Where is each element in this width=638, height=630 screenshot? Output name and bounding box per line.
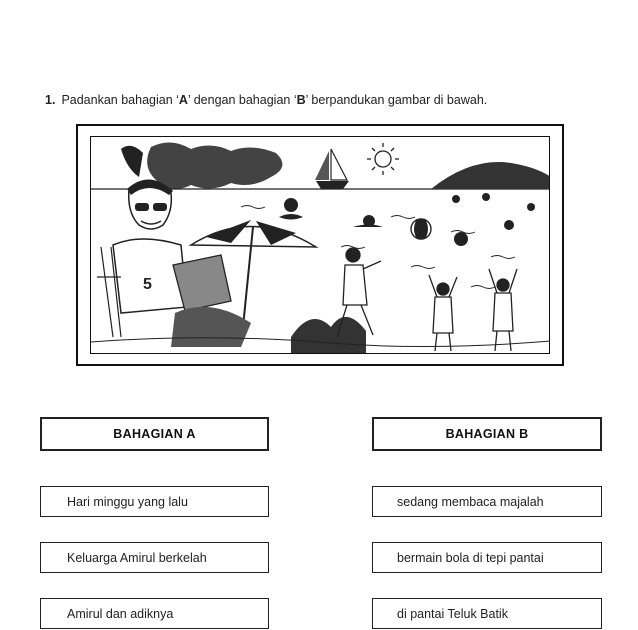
bahagian-b-item-1[interactable]: sedang membaca majalah	[372, 486, 602, 517]
distant-hill	[431, 162, 550, 189]
question-text	[45, 93, 487, 107]
child-arms-up-1	[429, 275, 457, 351]
beach-picture	[90, 136, 550, 354]
question-text-before: Padankan bahagian ‘	[61, 93, 179, 107]
question-number: 1.	[45, 93, 56, 107]
swimmer-head	[454, 232, 468, 246]
man-reading-figure	[113, 179, 251, 347]
bahagian-a-item-3[interactable]: Amirul dan adiknya	[40, 598, 269, 629]
sun-icon	[367, 143, 399, 175]
beach-picture-frame	[76, 124, 564, 366]
bushes	[291, 317, 366, 354]
question-text-after: ’ berpandukan gambar di bawah.	[305, 93, 488, 107]
bahagian-b-item-2[interactable]: bermain bola di tepi pantai	[372, 542, 602, 573]
question-text-middle: ’ dengan bahagian ‘	[187, 93, 297, 107]
question-bold-a: A	[178, 93, 188, 107]
shirt-number: 5	[143, 276, 152, 293]
bahagian-a-item-2[interactable]: Keluarga Amirul berkelah	[40, 542, 269, 573]
beach-ball-icon	[411, 219, 431, 239]
question-bold-b: B	[296, 93, 306, 107]
sailboat-icon	[315, 149, 349, 189]
header-bahagian-a: BAHAGIAN A	[40, 417, 269, 451]
header-bahagian-b: BAHAGIAN B	[372, 417, 602, 451]
bahagian-b-item-3[interactable]: di pantai Teluk Batik	[372, 598, 602, 629]
beach-scene-illustration	[91, 137, 550, 354]
bahagian-a-item-1[interactable]: Hari minggu yang lalu	[40, 486, 269, 517]
child-arms-up-2	[489, 269, 517, 351]
swimmers	[279, 193, 535, 230]
